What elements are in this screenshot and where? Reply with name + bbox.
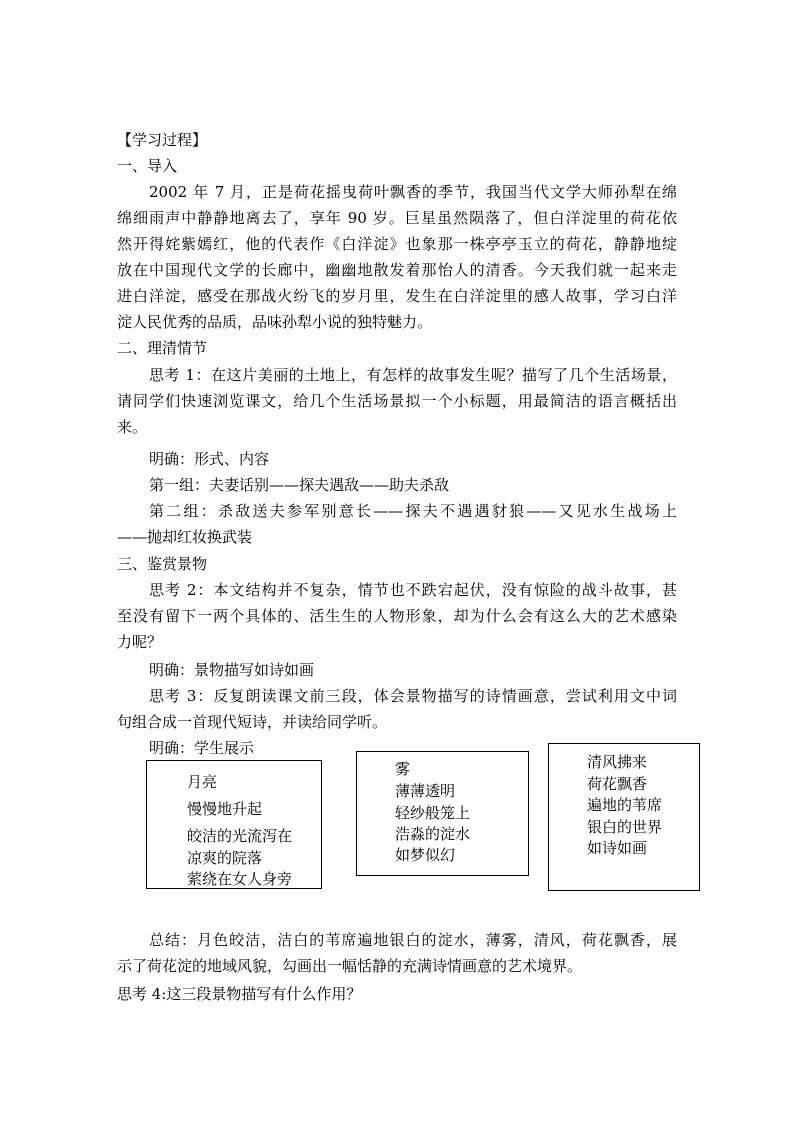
- sec1-para-line: 绵细雨声中静静地离去了，享年 90 岁。巨星虽然陨落了，但白洋淀里的荷花依: [117, 209, 677, 227]
- question-4: 思考 4:这三段景物描写有什么作用？: [117, 985, 362, 1003]
- question-1-line: 来。: [117, 418, 148, 436]
- poem-line: 清风拂来: [587, 753, 648, 771]
- poem-line: 萦绕在女人身旁: [187, 870, 293, 888]
- poem-line: 浩淼的淀水: [395, 825, 471, 843]
- sec1-para-line: 2002 年 7 月，正是荷花摇曳荷叶飘香的季节，我国当代文学大师孙犁在绵: [149, 183, 677, 201]
- group-1: 第一组：夫妻话别——探夫遇敌——助夫杀敌: [149, 476, 450, 494]
- sec1-title: 一、导入: [117, 157, 178, 175]
- group-2-line: ——抛却红妆换武装: [117, 528, 253, 546]
- answer-2: 明确：景物描写如诗如画: [149, 661, 315, 679]
- poem-line: 慢慢地升起: [187, 800, 263, 818]
- poem-line: 如诗如画: [587, 839, 648, 857]
- summary-line: 总结：月色皎洁，洁白的苇席遍地银白的淀水，薄雾，清风，荷花飘香，展: [149, 931, 677, 949]
- poem-line: 月亮: [187, 773, 218, 791]
- poem-box-fog: [356, 751, 529, 876]
- sec2-title: 二、理清情节: [117, 339, 208, 357]
- poem-line: 遍地的苇席: [587, 796, 663, 814]
- poem-line: 薄薄透明: [395, 782, 456, 800]
- summary-line: 示了荷花淀的地域风貌，勾画出一幅恬静的充满诗情画意的艺术境界。: [117, 957, 583, 975]
- sec1-para-line: 放在中国现代文学的长廊中，幽幽地散发着那怡人的清香。今天我们就一起来走: [117, 261, 677, 279]
- section-heading: 【学习过程】: [117, 131, 208, 149]
- poem-box-breeze: [548, 743, 700, 891]
- sec3-title: 三、鉴赏景物: [117, 555, 208, 573]
- poem-line: 荷花飘香: [587, 775, 648, 793]
- poem-box-moon: [146, 760, 322, 889]
- question-2-line: 至没有留下一两个具体的、活生生的人物形象，却为什么会有这么大的艺术感染: [117, 607, 677, 625]
- question-1-line: 思考 1：在这片美丽的土地上，有怎样的故事发生呢？描写了几个生活场景，: [149, 366, 677, 384]
- sec1-para-line: 进白洋淀，感受在那战火纷飞的岁月里，发生在白洋淀里的感人故事，学习白洋: [117, 287, 677, 305]
- question-2-line: 思考 2：本文结构并不复杂，情节也不跌宕起伏，没有惊险的战斗故事，甚: [149, 581, 677, 599]
- poem-line: 凉爽的院落: [187, 849, 263, 867]
- poem-line: 雾: [395, 760, 411, 778]
- poem-line: 皎洁的光流泻在: [187, 827, 293, 845]
- poem-line: 银白的世界: [587, 818, 663, 836]
- sec1-para-line: 淀人民优秀的品质，品味孙犁小说的独特魅力。: [117, 313, 433, 331]
- question-3-line: 句组合成一首现代短诗，并读给同学听。: [117, 713, 388, 731]
- question-3-line: 思考 3：反复朗读课文前三段，体会景物描写的诗情画意，尝试利用文中词: [149, 687, 677, 705]
- question-1-line: 请同学们快速浏览课文，给几个生活场景拟一个小标题，用最简洁的语言概括出: [117, 392, 677, 410]
- answer-3: 明确：学生展示: [149, 739, 255, 757]
- poem-line: 轻纱般笼上: [395, 804, 471, 822]
- group-2-line: 第二组：杀敌送夫参军别意长——探夫不遇遇豺狼——又见水生战场上: [149, 502, 677, 520]
- question-2-line: 力呢？: [117, 633, 163, 651]
- poem-line: 如梦似幻: [395, 846, 456, 864]
- answer-1: 明确：形式、内容: [149, 450, 270, 468]
- sec1-para-line: 然开得姹紫嫣红，他的代表作《白洋淀》也象那一株亭亭玉立的荷花，静静地绽: [117, 235, 677, 253]
